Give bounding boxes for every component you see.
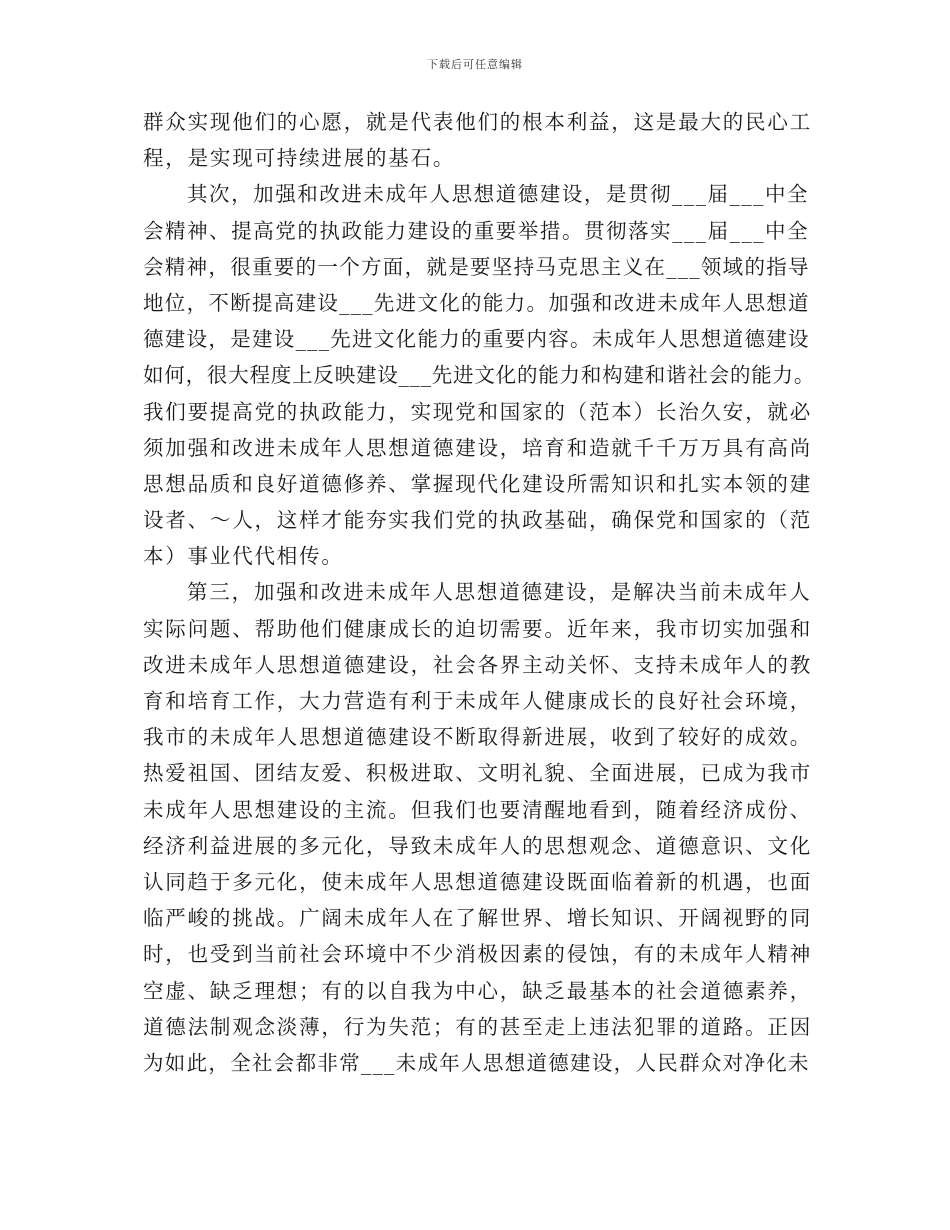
text-line: 本）事业代代相传。 — [143, 544, 344, 569]
page-header: 下载后可任意编辑 — [427, 58, 523, 71]
text-line: 我们要提高党的执政能力，实现党和国家的（范本）长治久安，就必 — [143, 399, 812, 424]
text-line: 群众实现他们的心愿，就是代表他们的根本利益，这是最大的民心工 — [143, 110, 812, 134]
text-line: 经济利益进展的多元化，导致未成年人的思想观念、道德意识、文化 — [143, 833, 812, 858]
text-line: 认同趋于多元化，使未成年人思想道德建设既面临着新的机遇，也面 — [143, 869, 812, 894]
text-line: 须加强和改进未成年人思想道德建设，培育和造就千千万万具有高尚 — [143, 435, 812, 460]
text-line: 改进未成年人思想道德建设，社会各界主动关怀、支持未成年人的教 — [143, 652, 812, 677]
text-line: 临严峻的挑战。广阔未成年人在了解世界、增长知识、开阔视野的同 — [143, 906, 812, 931]
document-body — [143, 104, 815, 1081]
text-line: 我市的未成年人思想道德建设不断取得新进展，收到了较好的成效。 — [143, 725, 812, 750]
text-line: 德建设，是建设___先进文化能力的重要内容。未成年人思想道德建设 — [143, 327, 810, 352]
text-line: 会精神，很重要的一个方面，就是要坚持马克思主义在___领域的指导 — [143, 254, 810, 279]
text-line: 程，是实现可持续进展的基石。 — [143, 146, 456, 171]
text-line: 热爱祖国、团结友爱、积极进取、文明礼貌、全面进展，已成为我市 — [143, 761, 812, 786]
text-line: 第三，加强和改进未成年人思想道德建设，是解决当前未成年人 — [187, 580, 812, 605]
text-line: 空虚、缺乏理想；有的以自我为中心，缺乏最基本的社会道德素养， — [143, 978, 812, 1003]
text-line: 时，也受到当前社会环境中不少消极因素的侵蚀，有的未成年人精神 — [143, 942, 812, 967]
text-line: 育和培育工作，大力营造有利于未成年人健康成长的良好社会环境， — [143, 689, 812, 713]
text-line: 如何，很大程度上反映建设___先进文化的能力和构建和谐社会的能力。 — [143, 363, 816, 388]
text-line: 未成年人思想建设的主流。但我们也要清醒地看到，随着经济成份、 — [143, 797, 812, 822]
text-line: 会精神、提高党的执政能力建设的重要举措。贯彻落实___届___中全 — [143, 218, 810, 243]
text-line: 道德法制观念淡薄，行为失范；有的甚至走上违法犯罪的道路。正因 — [143, 1014, 812, 1039]
text-line: 设者、～人，这样才能夯实我们党的执政基础，确保党和国家的（范 — [143, 508, 812, 533]
text-line: 实际问题、帮助他们健康成长的迫切需要。近年来，我市切实加强和 — [143, 616, 812, 641]
text-line: 地位，不断提高建设___先进文化的能力。加强和改进未成年人思想道 — [143, 290, 810, 315]
text-line: 为如此，全社会都非常___未成年人思想道德建设，人民群众对净化未 — [143, 1050, 810, 1075]
text-line: 其次，加强和改进未成年人思想道德建设，是贯彻___届___中全 — [187, 182, 810, 207]
text-line: 思想品质和良好道德修养、掌握现代化建设所需知识和扎实本领的建 — [143, 471, 812, 496]
